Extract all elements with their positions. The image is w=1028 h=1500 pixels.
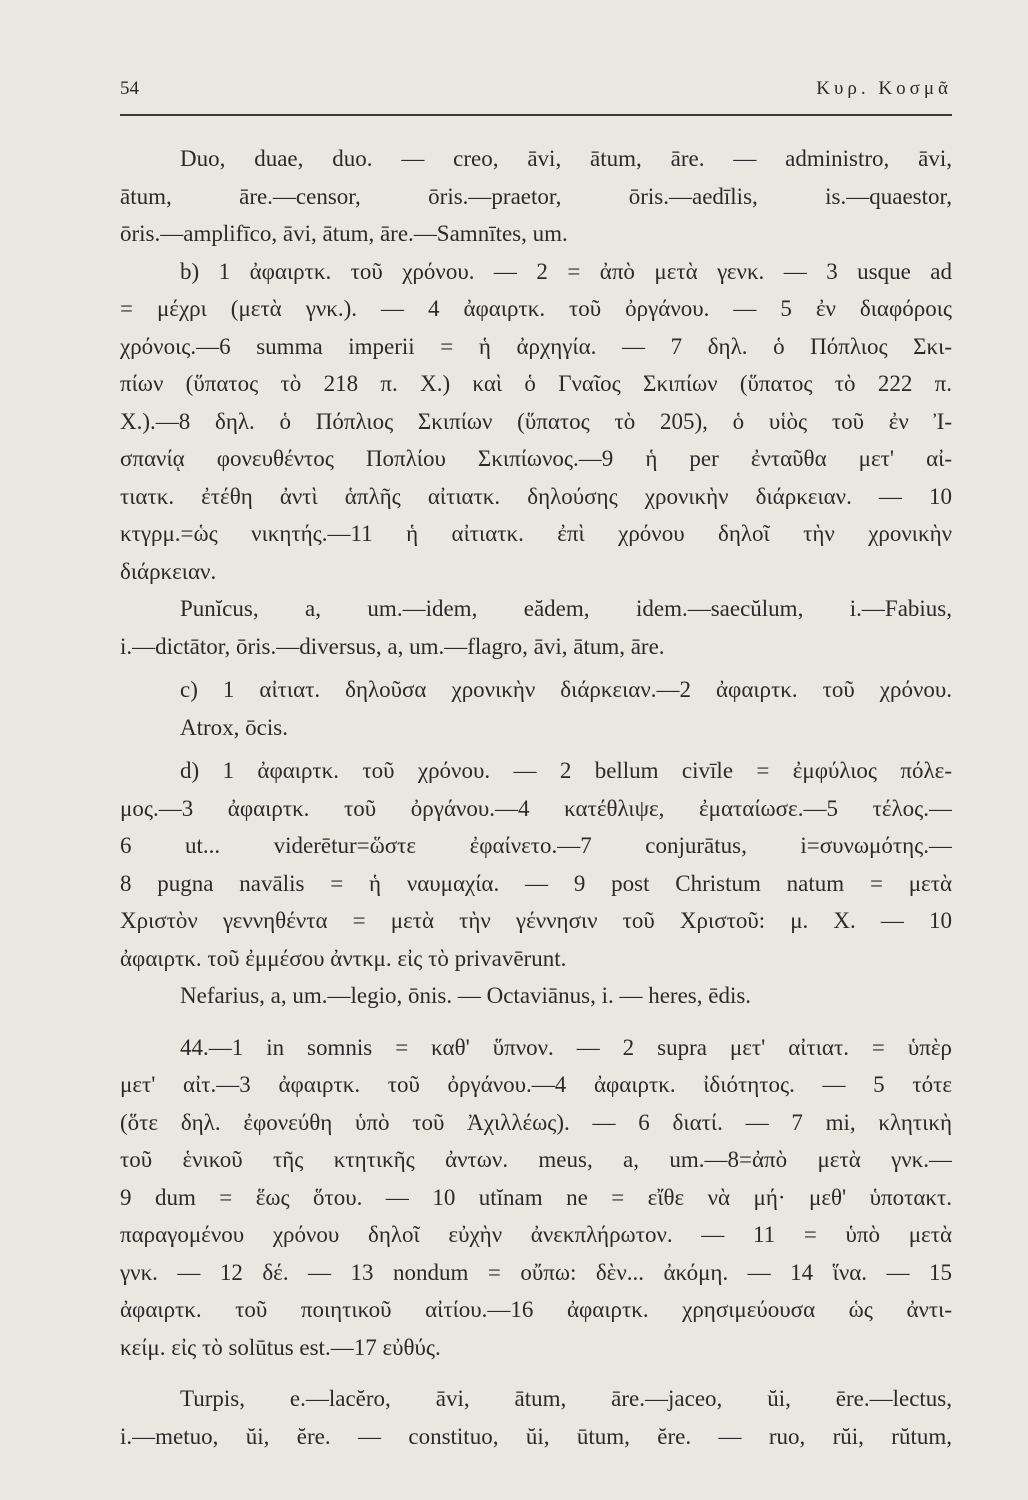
- page-header: [120, 74, 952, 116]
- text-line: = μέχρι (μετὰ γνκ.). — 4 ἀφαιρτκ. τοῦ ὀργάνου. — 5 ἐν διαφόροις: [120, 296, 952, 321]
- text-line: γνκ. — 12 δέ. — 13 nondum = οὔπω: δὲν... ἀκόμη. — 14 ἵνα. — 15: [120, 1259, 952, 1285]
- text-line: τοῦ ἑνικοῦ τῆς κτητικῆς ἀντων. meus, a, um.—8=ἀπὸ μετὰ γνκ.—: [120, 1147, 952, 1172]
- text-line: Punĭcus, a, um.—idem, eădem, idem.—saecŭlum, i.—Fabius,: [180, 596, 952, 621]
- text-line: Duo, duae, duo. — creo, āvi, ātum, āre. — administro, āvi,: [180, 146, 952, 171]
- text-line: Atrox, ōcis.: [180, 714, 288, 740]
- text-line: ἀφαιρτκ. τοῦ ἐμμέσου ἀντκμ. εἰς τὸ privavērunt.: [120, 945, 567, 971]
- spacer: [120, 1366, 952, 1380]
- text-line: i.—metuo, ŭi, ĕre. — constituo, ŭi, ūtum, ĕre. — ruo, rŭi, rŭtum,: [120, 1423, 952, 1449]
- running-head: Κυρ. Κοσμᾶ: [816, 78, 952, 99]
- text-line: χρόνοις.—6 summa imperii = ἡ ἀρχηγία. — 7 δηλ. ὁ Πόπλιος Σκι-: [120, 333, 952, 359]
- spacer: [120, 1015, 952, 1029]
- text-line: μετ' αἰτ.—3 ἀφαιρτκ. τοῦ ὀργάνου.—4 ἀφαιρτκ. ἰδιότητος. — 5 τότε: [120, 1072, 952, 1097]
- text-line: 6 ut... viderētur=ὥστε ἐφαίνετο.—7 conjurātus, i=συνωμότης.—: [120, 833, 952, 858]
- text-line: Χριστὸν γεννηθέντα = μετὰ τὴν γέννησιν τοῦ Χριστοῦ: μ. Χ. — 10: [120, 908, 952, 933]
- text-line: 44.—1 in somnis = καθ' ὕπνον. — 2 supra μετ' αἰτιατ. = ὑπὲρ: [180, 1034, 952, 1060]
- paragraph-section-44: [120, 1029, 952, 1367]
- text-line: τιατκ. ἐτέθη ἀντὶ ἁπλῆς αἰτιατκ. δηλούσης χρονικὴν διάρκειαν. — 10: [120, 483, 952, 509]
- text-line: μος.—3 ἀφαιρτκ. τοῦ ὀργάνου.—4 κατέθλιψε, ἐματαίωσε.—5 τέλος.—: [120, 795, 952, 821]
- text-line: Χ.).—8 δηλ. ὁ Πόπλιος Σκιπίων (ὕπατος τὸ 205), ὁ υἱὸς τοῦ ἐν Ἰ-: [120, 408, 952, 434]
- text-line: 8 pugna navālis = ἡ ναυμαχία. — 9 post Christum natum = μετὰ: [120, 870, 952, 896]
- text-line: d) 1 ἀφαιρτκ. τοῦ χρόνου. — 2 bellum civīle = ἐμφύλιος πόλε-: [180, 758, 952, 783]
- text-line: Turpis, e.—lacĕro, āvi, ātum, āre.—jaceo, ŭi, ēre.—lectus,: [180, 1386, 952, 1411]
- text-line: κείμ. εἰς τὸ solūtus est.—17 εὐθύς.: [120, 1334, 441, 1360]
- paragraph-vocabulary-3: [120, 977, 952, 1015]
- text-line: παραγομένου χρόνου δηλοῖ εὐχὴν ἀνεκπλήρωτον. — 11 = ὑπὸ μετὰ: [120, 1222, 952, 1247]
- text-line: ātum, āre.—censor, ōris.—praetor, ōris.—aedīlis, is.—quaestor,: [120, 183, 952, 209]
- page-body: [120, 140, 952, 1455]
- text-line: σπανίᾳ φονευθέντος Ποπλίου Σκιπίωνος.—9 ἡ per ἐνταῦθα μετ' αἰ-: [120, 446, 952, 471]
- text-line: πίων (ὕπατος τὸ 218 π. Χ.) καὶ ὁ Γναῖος Σκιπίων (ὕπατος τὸ 222 π.: [120, 371, 952, 396]
- page-number: 54: [120, 78, 139, 99]
- text-line: Nefarius, a, um.—legio, ōnis. — Octaviānus, i. — heres, ēdis.: [180, 983, 752, 1008]
- text-line: ōris.—amplifīco, āvi, ātum, āre.—Samnītes, um.: [120, 221, 568, 246]
- text-line: i.—dictātor, ōris.—diversus, a, um.—flagro, āvi, ātum, āre.: [120, 633, 665, 659]
- paragraph-vocabulary-2: [120, 590, 952, 665]
- text-line: (ὅτε δηλ. ἐφονεύθη ὑπὸ τοῦ Ἀχιλλέως). — 6 διατί. — 7 mi, κλητικὴ: [120, 1109, 952, 1135]
- text-line: κτγρμ.=ὡς νικητής.—11 ἡ αἰτιατκ. ἐπὶ χρόνου δηλοῖ τὴν χρονικὴν: [120, 521, 952, 546]
- paragraph-notes-d: [120, 752, 952, 977]
- paragraph-vocabulary-1: [120, 140, 952, 253]
- text-line: b) 1 ἀφαιρτκ. τοῦ χρόνου. — 2 = ἀπὸ μετὰ γενκ. — 3 usque ad: [180, 258, 952, 284]
- text-line: ἀφαιρτκ. τοῦ ποιητικοῦ αἰτίου.—16 ἀφαιρτκ. χρησιμεύουσα ὡς ἀντι-: [120, 1297, 952, 1322]
- text-line: 9 dum = ἕως ὅτου. — 10 utĭnam ne = εἴθε νὰ μή· μεθ' ὑποτακτ.: [120, 1184, 952, 1210]
- paragraph-notes-c: [120, 671, 952, 746]
- paragraph-notes-b: [120, 253, 952, 591]
- paragraph-vocabulary-4: [120, 1380, 952, 1455]
- text-line: διάρκειαν.: [120, 558, 217, 584]
- text-line: c) 1 αἰτιατ. δηλοῦσα χρονικὴν διάρκειαν.—2 ἀφαιρτκ. τοῦ χρόνου.: [180, 677, 952, 702]
